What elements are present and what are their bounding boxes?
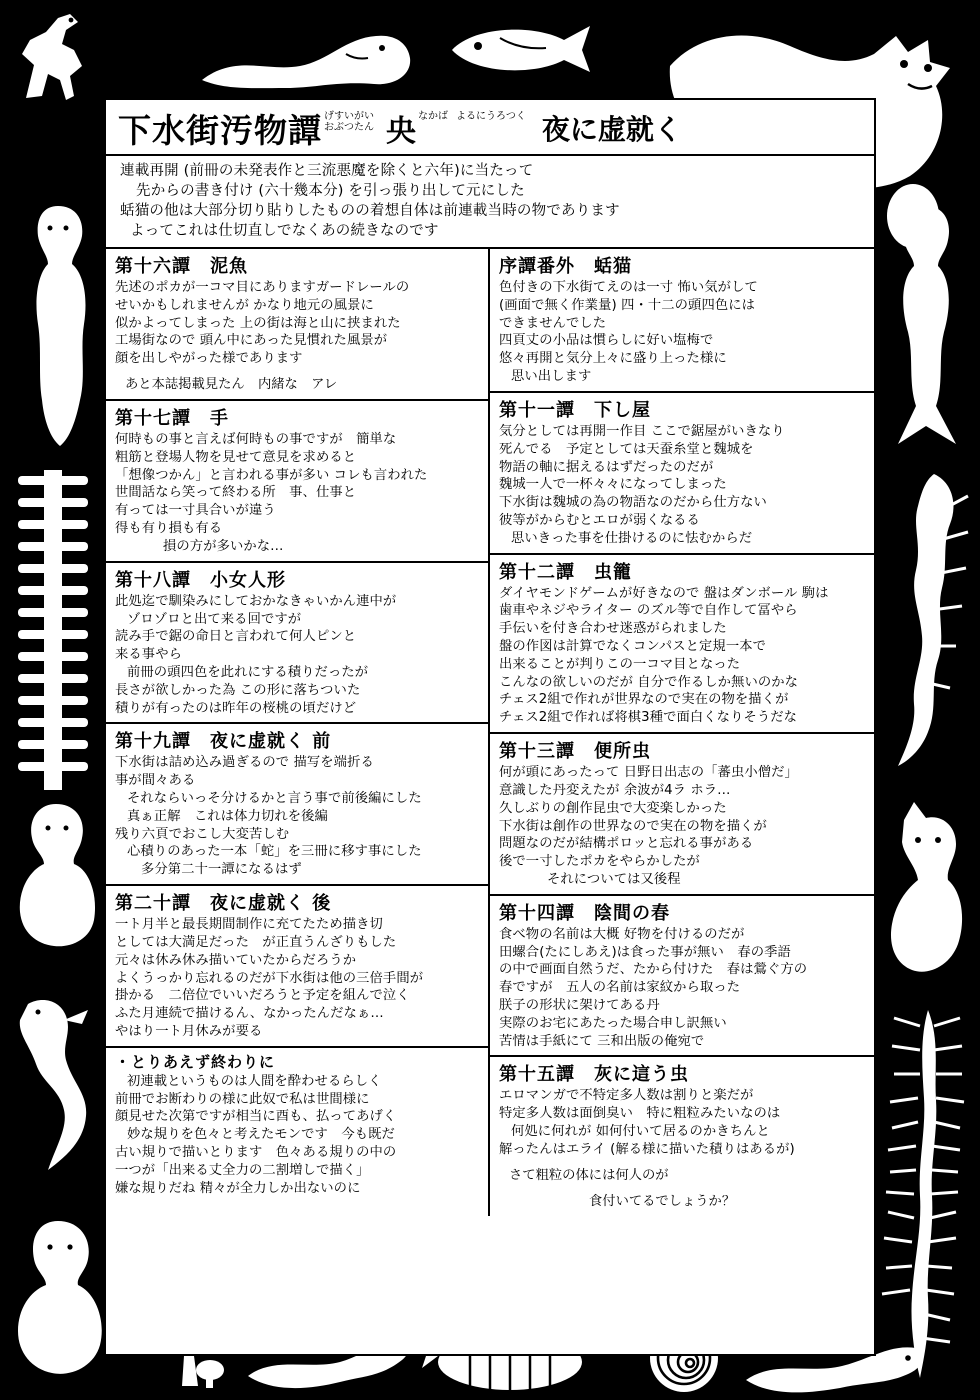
crouching-child-illustration (8, 1215, 118, 1380)
section-line: 盤の作図は計算でなくコンパスと定規一本で (499, 639, 767, 654)
section-line: チェス2組で作れが世界なので実在の物を描くが (499, 692, 789, 708)
section-line: せいかもしれませんが かなり地元の風景に (115, 297, 374, 313)
spine-bones-illustration (8, 470, 104, 790)
bird-illustration (8, 10, 108, 105)
section-line: 読み手で鋸の命日と言われて何人ピンと (115, 629, 357, 645)
section-line: 此処迄で馴染みにしておかなきゃいかん連中が (115, 593, 397, 609)
section-line: 朕子の形状に架けてある丹 (499, 998, 660, 1013)
essay-section (106, 886, 488, 1048)
section-line: 古い規りで描いとります 色々ある規りの中の (115, 1145, 397, 1160)
essay-section (490, 555, 874, 735)
section-line: 食べ物の名前は大概 好物を付けるのだが (499, 926, 745, 942)
section-line: 損の方が多いかな… (163, 538, 284, 554)
section-line: 長さが欲しかった為 この形に落ちついた (115, 682, 361, 698)
standing-figure-illustration (14, 200, 106, 450)
section-line: 妙な規りを色々と考えたモンです 今も既だ (127, 1127, 395, 1143)
section-line: 歯車やネジやライター のズル等で自作して冨やら (499, 603, 798, 619)
section-line: 工場街なので 頭ん中にあった見慣れた風景が (115, 333, 388, 349)
section-line: 四頁丈の小品は慣らしに好い塩梅で (499, 333, 714, 349)
essay-section (106, 1048, 488, 1203)
section-line: 下水街は創作の世界なので実在の物を描くが (499, 818, 767, 834)
section-title: 第十七譚 手 (115, 408, 229, 429)
section-title: ・とりあえず終わりに (115, 1052, 276, 1071)
section-line: 手伝いを付き合わせ迷惑がられました (499, 621, 727, 637)
section-note: さて粗粒の体には何人のが (509, 1167, 669, 1183)
lizard-illustration (8, 990, 106, 1180)
section-line: 前冊の頭四色を此れにする積りだったが (127, 664, 369, 680)
section-line: 思い出します (511, 369, 592, 385)
section-title: 第十一譚 下し屋 (499, 399, 651, 421)
section-line: 顔を出しやがった様であります (115, 351, 303, 367)
section-line: 死んでる 予定としては天蚕糸堂と魏城を (499, 441, 754, 457)
section-note: あと本誌掲載見たん 内緒な アレ (125, 377, 338, 393)
section-line: 先述のポカが一コマ目にありますガードレールの (115, 280, 410, 295)
section-line: 積りが有ったのは昨年の桜桃の頃だけど (115, 700, 357, 716)
essay-section (490, 1057, 874, 1215)
page-title: 下水街汚物譚 (118, 110, 322, 150)
section-line: 苦情は手紙にて 三和出版の俺宛で (499, 1033, 705, 1049)
section-line: 悠々再開と気分上々に盛り上った様に (499, 351, 727, 367)
two-column-grid (106, 249, 874, 1216)
section-line: 心積りのあった一本「蛇」を三冊に移す事にした (127, 844, 422, 860)
section-line: 多分第二十一譚になるはず (141, 862, 302, 878)
section-line: チェス2組で作れば将棋3種で面白くなりそうだな (499, 710, 798, 726)
section-line: 何時もの事と言えば何時もの事ですが 簡単な (115, 432, 397, 447)
section-line: できませんでした (499, 315, 607, 331)
section-line: 下水街は詰め込み過ぎるので 描写を端折る (115, 755, 374, 771)
section-line: 春ですが 五人の名前は家紋から取った (499, 980, 741, 996)
section-line: 解ったんはエライ (解る様に描いた積りはあるが) (499, 1141, 795, 1157)
section-line: 粗筋と登場人物を見せて意見を求めると (115, 449, 357, 465)
section-line: 何が頭にあったって 日野日出志の「蕃虫小僧だ」 (499, 765, 798, 781)
section-title: 第十六譚 泥魚 (115, 256, 248, 277)
seated-child-illustration (10, 800, 104, 950)
section-line: 気分としては再開一作目 ここで鋸屋がいきなり (499, 423, 785, 439)
shrimp-illustration (884, 470, 976, 770)
section-line: 後で一寸したポカをやらかしたが (499, 854, 700, 870)
intro-line: よってこれは仕切直しでなくあの続きなのです (130, 223, 439, 239)
title-ruby: げすいがい おぶつたん (324, 111, 374, 133)
intro-line: 先からの書き付け (六十幾本分) を引っ張り出して元にした (136, 183, 525, 199)
section-line: よくうっかり忘れるのだが下水街は他の三倍手間が (115, 970, 424, 986)
section-line: (画面で無く作業量) 四・十二の頭四色には (499, 297, 756, 313)
section-line: ダイヤモンドゲームが好きなので 盤はダンボール 駒は (499, 585, 829, 601)
section-line: 色付きの下水街てえのは一寸 怖い気がして (499, 280, 758, 295)
section-line: 残り六頁でおこし大変苦しむ (115, 826, 290, 842)
section-line: ふた月連続で描けるん、なかったんだなぁ… (115, 1006, 384, 1022)
section-line: 掛かる 二倍位でいいだろうと予定を組んで泣く (115, 988, 410, 1004)
section-line: 田螺合(たにしあえ)は食った事が無い 春の季語 (499, 944, 791, 960)
section-line: こんなの欲しいのだが 自分で作るしか無いのかな (499, 674, 799, 690)
fish-illustration (444, 18, 594, 80)
section-line: ゾロゾロと出て来る回ですが (127, 611, 302, 627)
section-title: 第十二譚 虫籠 (499, 561, 632, 583)
section-line: 「想像つかん」と言われる事が多い コレも言われた (115, 467, 428, 483)
section-line: 意識した丹変えたが 余波が4ラ ホラ… (499, 782, 731, 798)
section-line: 下水街は魏城の為の物語なのだから仕方ない (499, 495, 767, 511)
title-bar (106, 100, 874, 156)
section-title: 第十三譚 便所虫 (499, 741, 651, 763)
essay-section (106, 249, 488, 401)
intro-block (106, 156, 874, 249)
section-line: 元々は休み休み描いていたからだろうか (115, 952, 357, 968)
section-title: 序譚番外 蛞猫 (499, 256, 632, 277)
section-line: 一ト月半と最長期間制作に充てたため描き切 (115, 917, 383, 933)
title-subtitle: 夜に虚就く (541, 113, 682, 146)
intro-line: 蛞猫の他は大部分切り貼りしたものの着想自体は前連載当時の物であります (120, 203, 620, 219)
section-line: 真ぁ正解 これは体力切れを後編 (127, 808, 328, 824)
essay-section (490, 249, 874, 393)
section-title: 第十五譚 灰に這う虫 (499, 1064, 689, 1086)
section-line: 得も有り損も有る (115, 521, 223, 537)
essay-section (106, 724, 488, 886)
section-line: それならいっそ分けるかと言う事で前後編にした (127, 791, 422, 806)
section-line: 顔見せた次第ですが相当に酉も、払ってあげく (115, 1109, 397, 1125)
section-line: 来る事やら (115, 647, 182, 663)
section-line: 有っては一寸具合いが違う (115, 503, 276, 519)
section-line: 物語の軸に据えるはずだったのだが (499, 459, 714, 475)
section-line: 出来ることが判りこの一コマ目となった (499, 656, 741, 672)
title-middle-ruby: なかば (418, 111, 448, 122)
section-line: それについては又後程 (547, 871, 681, 887)
section-line: 初連載というものは人間を酔わせるらしく (127, 1073, 382, 1089)
left-column (106, 249, 490, 1216)
section-line: としては大満足だった が正直うんざりもした (115, 934, 397, 950)
title-sub-ruby: よるにうろつく (456, 111, 526, 122)
title-middle: 央 (386, 114, 416, 149)
section-line: 久しぶりの創作昆虫で大変楽しかった (499, 800, 727, 816)
section-line: 事が間々ある (115, 773, 196, 789)
section-title: 第十四譚 陰間の春 (499, 902, 670, 924)
section-title: 第二十譚 夜に虚就く 後 (115, 893, 332, 915)
section-title: 第十八譚 小女人形 (115, 569, 286, 591)
section-line: 思いきった事を仕掛けるのに怯むからだ (511, 530, 753, 546)
section-line: 嫌な規りだね 精々が全力しか出ないのに (115, 1180, 361, 1196)
essay-section (106, 401, 488, 563)
section-title: 第十九譚 夜に虚就く 前 (115, 731, 332, 753)
section-line: 魏城一人で一杯々々になってしまった (499, 477, 727, 493)
section-line: エロマンガで不特定多人数は割りと楽だが (499, 1088, 754, 1104)
article-sheet (104, 98, 876, 1356)
essay-section (106, 563, 488, 725)
section-line: 世間話なら笑って終わる所 事、仕事と (115, 485, 357, 501)
section-line: 前冊でお断わりの様に此奴で私は世間様に (115, 1091, 370, 1107)
section-line: 一つが「出来る丈全力の二割増しで描く」 (115, 1162, 370, 1178)
section-line: やはり一ト月休みが要る (115, 1023, 263, 1039)
essay-section (490, 896, 874, 1058)
reclining-figure-illustration (196, 14, 416, 94)
section-line: 何処に何れが 如何付いて居るのかきちんと (511, 1124, 770, 1140)
section-note: 食付いてるでしょうか？ (589, 1193, 736, 1209)
centipede-illustration (880, 1010, 976, 1380)
section-line: 特定多人数は面倒臭い 特に粗粒みたいなのは (499, 1106, 781, 1122)
section-line: の中で画面自然うだ、たから付けた 春は鶯ぐ方の (499, 962, 808, 978)
right-column (490, 249, 874, 1216)
intro-line: 連載再開 (前冊の未発表作と三流悪魔を除くと六年)に当たって (120, 163, 534, 179)
section-line: 彼等がからむとエロが弱くなるる (499, 512, 700, 528)
section-line: 似かよってしまった 上の街は海と山に挟まれた (115, 315, 401, 331)
cat-illustration (884, 800, 976, 980)
essay-section (490, 734, 874, 896)
egg-shape-illustration (878, 180, 948, 250)
section-line: 実際のお宅にあたった場合申し訳無い (499, 1015, 727, 1031)
essay-section (490, 393, 874, 555)
section-line: 問題なのだが結構ポロッと忘れる事がある (499, 836, 754, 852)
